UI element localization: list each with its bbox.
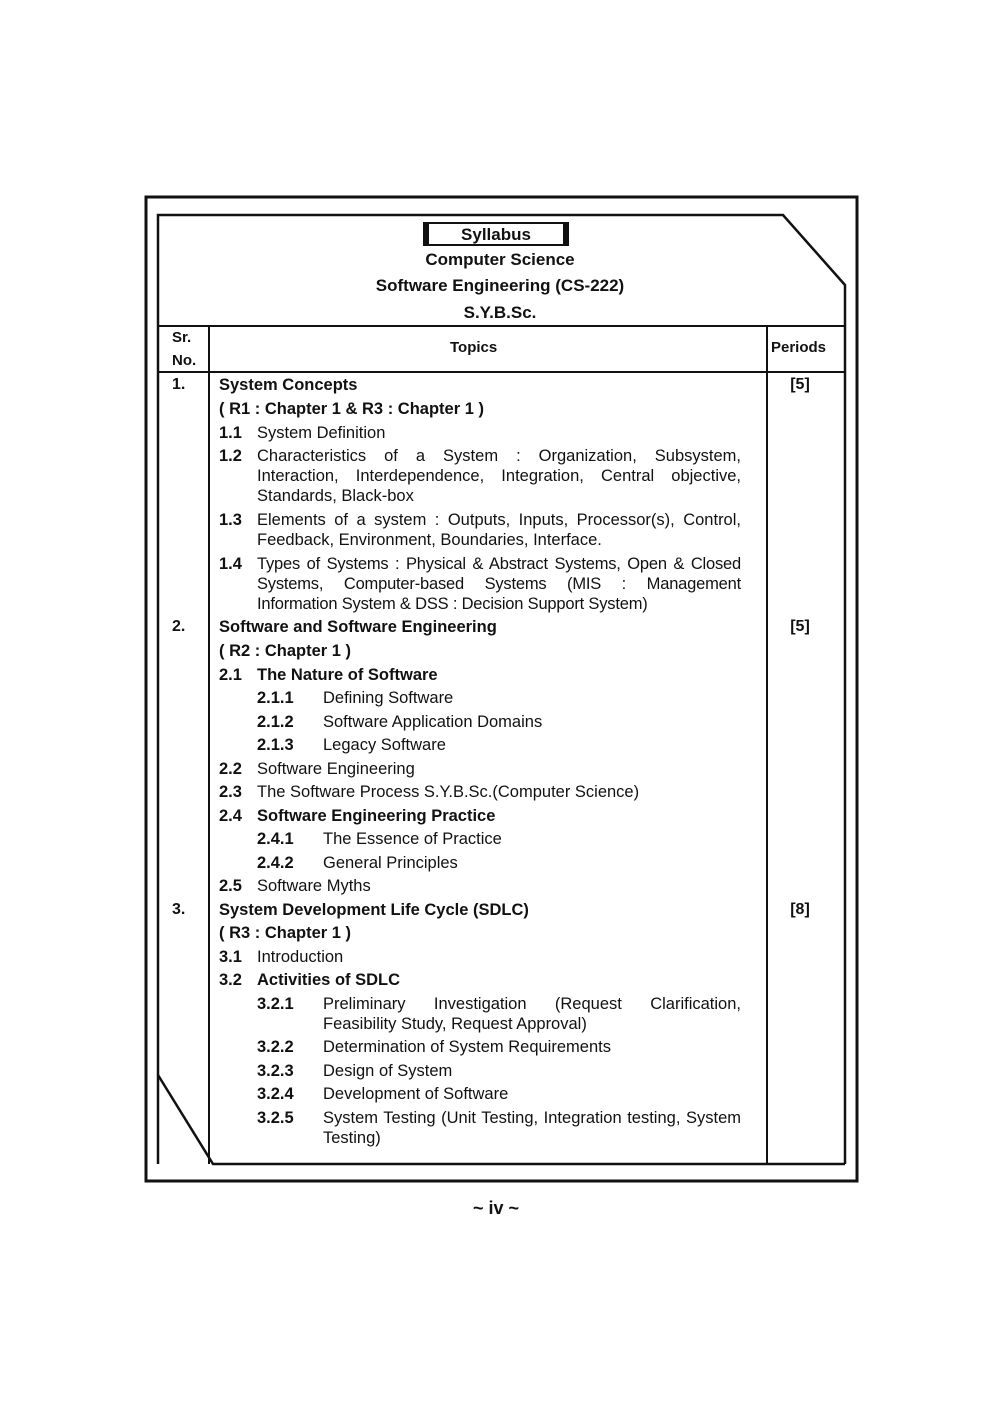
item-text: Software Myths	[257, 877, 371, 895]
subitem-number: 3.2.5	[257, 1109, 294, 1127]
col-sr-line2: No.	[172, 352, 197, 369]
item-text: Introduction	[257, 948, 344, 966]
unit-3-reference: ( R3 : Chapter 1 )	[219, 924, 352, 942]
subitem-text: System Testing (Unit Testing, Integration testing, System Testing)	[323, 1109, 741, 1147]
subitem-text: The Essence of Practice	[323, 830, 502, 848]
unit-1-reference: ( R1 : Chapter 1 & R3 : Chapter 1 )	[219, 400, 484, 418]
unit-2-periods: [5]	[790, 618, 810, 635]
item-text: System Definition	[257, 424, 386, 442]
page-number: ~ iv ~	[472, 1198, 520, 1218]
col-periods: Periods	[771, 339, 827, 356]
subitem-number: 2.4.2	[257, 854, 294, 872]
subitem-number: 3.2.1	[257, 995, 294, 1013]
unit-2-title: Software and Software Engineering	[219, 618, 497, 636]
item-text: Elements of a system : Outputs, Inputs, Processor(s), Control, Feedback, Environment, Boundaries, Interface.	[257, 511, 741, 549]
subitem-text: Development of Software	[323, 1085, 509, 1103]
item-text: Characteristics of a System : Organization, Subsystem, Interaction, Interdependence, Integration, Central objective, Standards, Black-box	[257, 447, 741, 505]
item-number: 2.5	[219, 877, 242, 895]
unit-3-title: System Development Life Cycle (SDLC)	[219, 901, 529, 919]
item-number: 3.2	[219, 971, 242, 989]
subitem-number: 2.1.3	[257, 736, 294, 754]
col-topics: Topics	[450, 339, 498, 356]
subitem-text: Preliminary Investigation (Request Clarification, Feasibility Study, Request Approval)	[323, 995, 741, 1033]
subitem-text: Determination of System Requirements	[323, 1038, 611, 1056]
item-text: Types of Systems : Physical & Abstract Systems, Open & Closed Systems, Computer-based Systems (MIS : Management Information System & DSS : Decision Support System)	[257, 555, 741, 613]
class-title: S.Y.B.Sc.	[463, 303, 537, 322]
subitem-text: Defining Software	[323, 689, 454, 707]
item-text: Activities of SDLC	[257, 971, 401, 989]
syllabus-badge: Syllabus	[423, 222, 569, 246]
item-number: 1.2	[219, 447, 242, 465]
subitem-number: 2.1.1	[257, 689, 294, 707]
unit-1-periods: [5]	[790, 376, 810, 393]
unit-3-periods: [8]	[790, 901, 810, 918]
subitem-text: Software Application Domains	[323, 713, 543, 731]
item-number: 2.4	[219, 807, 242, 825]
unit-2-sr: 2.	[172, 618, 186, 635]
subject-title: Computer Science	[425, 250, 575, 269]
subitem-number: 3.2.4	[257, 1085, 294, 1103]
unit-2-reference: ( R2 : Chapter 1 )	[219, 642, 352, 660]
item-number: 3.1	[219, 948, 242, 966]
subitem-text: Legacy Software	[323, 736, 446, 754]
item-number: 1.4	[219, 555, 242, 573]
item-number: 2.2	[219, 760, 242, 778]
item-text: The Nature of Software	[257, 666, 438, 684]
subitem-text: General Principles	[323, 854, 458, 872]
item-text: Software Engineering	[257, 760, 415, 778]
item-number: 2.3	[219, 783, 242, 801]
unit-1-sr: 1.	[172, 376, 186, 393]
item-number: 2.1	[219, 666, 242, 684]
subitem-number: 3.2.3	[257, 1062, 294, 1080]
item-number: 1.3	[219, 511, 242, 529]
item-text: Software Engineering Practice	[257, 807, 496, 825]
unit-1-title: System Concepts	[219, 376, 358, 394]
subitem-number: 3.2.2	[257, 1038, 294, 1056]
col-sr-line1: Sr.	[172, 329, 192, 346]
subitem-number: 2.1.2	[257, 713, 294, 731]
item-number: 1.1	[219, 424, 242, 442]
subitem-text: Design of System	[323, 1062, 453, 1080]
item-text: The Software Process S.Y.B.Sc.(Computer Science)	[257, 783, 640, 801]
subitem-number: 2.4.1	[257, 830, 294, 848]
unit-3-sr: 3.	[172, 901, 186, 918]
course-title: Software Engineering (CS-222)	[375, 276, 625, 295]
